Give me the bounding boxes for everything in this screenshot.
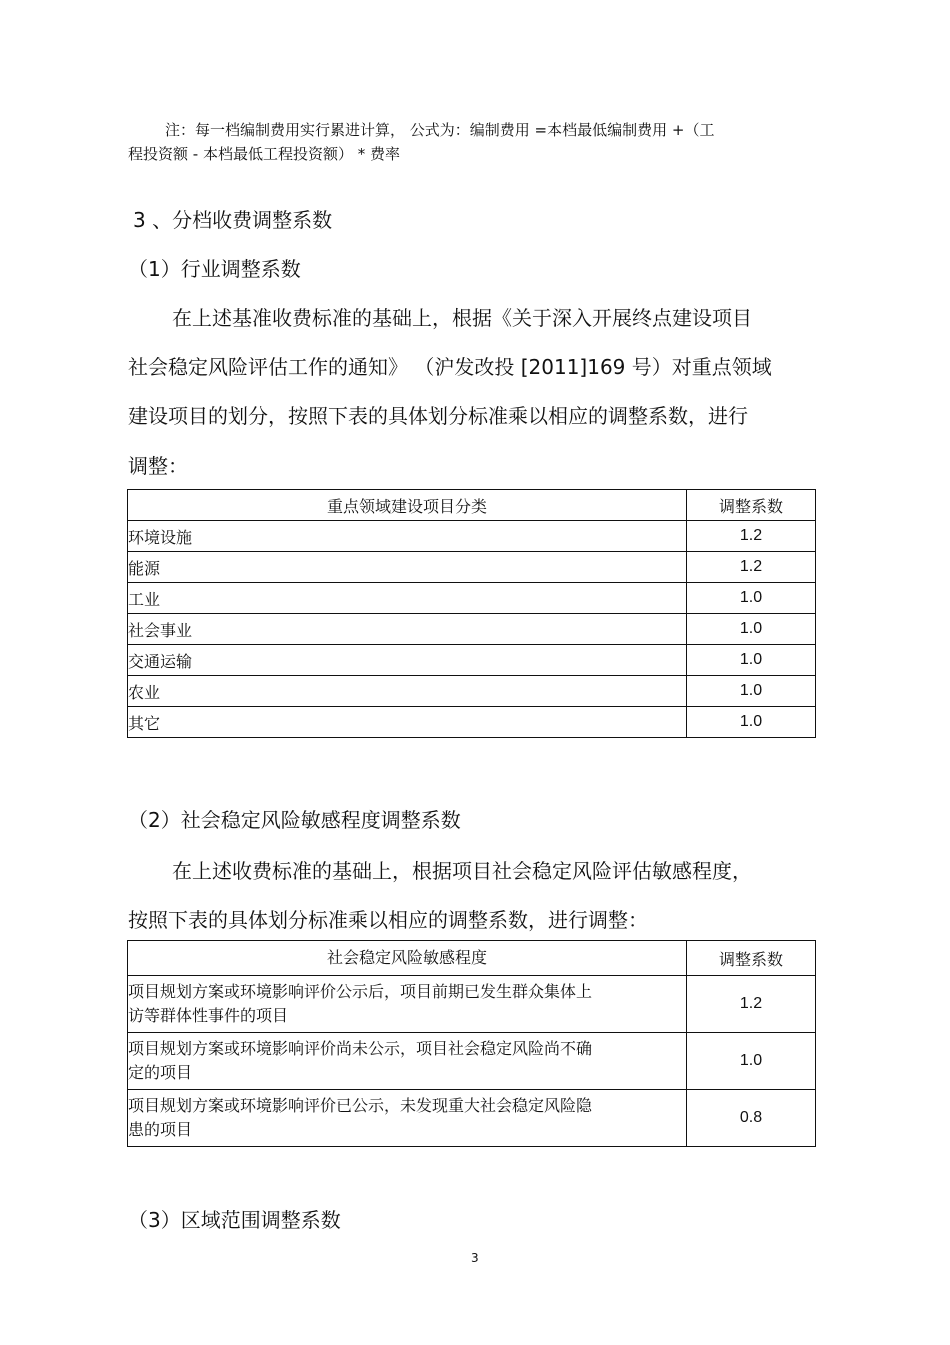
- table-cell-coefficient: 0.8: [687, 1090, 816, 1147]
- note-line-2: 程投资额 - 本档最低工程投资额） * 费率: [128, 145, 400, 163]
- table-row: [128, 583, 816, 614]
- table-row: [128, 976, 816, 1033]
- cell-text-line-1: 项目规划方案或环境影响评价公示后，项目前期已发生群众集体上: [128, 982, 593, 1001]
- industry-coefficient-table: [127, 489, 816, 738]
- paragraph-1-line-4: 调整：: [128, 454, 188, 478]
- table-cell-coefficient: 1.0: [687, 707, 816, 738]
- table-cell-coefficient: 1.0: [687, 676, 816, 707]
- subsection-heading-2: （2）社会稳定风险敏感程度调整系数: [128, 808, 461, 832]
- table-cell-category: 工业: [128, 583, 687, 614]
- table-header-row: [128, 941, 816, 976]
- table-cell-coefficient: 1.0: [687, 1033, 816, 1090]
- note-line-1: 注：每一档编制费用实行累进计算， 公式为：编制费用 =本档最低编制费用 +（工: [165, 121, 715, 139]
- table-row: [128, 552, 816, 583]
- cell-text-line-2: 访等群体性事件的项目: [128, 1006, 289, 1025]
- table-header-category: 重点领域建设项目分类: [128, 490, 687, 521]
- sensitivity-coefficient-table: [127, 940, 816, 1147]
- table-cell-coefficient: 1.2: [687, 976, 816, 1033]
- table-header-row: [128, 490, 816, 521]
- table-cell-category: 其它: [128, 707, 687, 738]
- cell-text-line-2: 定的项目: [128, 1063, 193, 1082]
- paragraph-2-line-2: 按照下表的具体划分标准乘以相应的调整系数，进行调整：: [128, 908, 648, 932]
- table-cell-coefficient: 1.0: [687, 583, 816, 614]
- table-cell-category: 能源: [128, 552, 687, 583]
- paragraph-1-line-3: 建设项目的划分，按照下表的具体划分标准乘以相应的调整系数，进行: [128, 404, 748, 428]
- table-cell-coefficient: 1.2: [687, 521, 816, 552]
- page-number: 3: [471, 1251, 479, 1265]
- table-header-coefficient: 调整系数: [687, 490, 816, 521]
- table-row: [128, 645, 816, 676]
- table-cell-sensitivity: [128, 1033, 687, 1090]
- table-header-coefficient: 调整系数: [687, 941, 816, 976]
- subsection-heading-1: （1）行业调整系数: [128, 257, 301, 281]
- paragraph-2-line-1: 在上述收费标准的基础上，根据项目社会稳定风险评估敏感程度，: [172, 859, 752, 883]
- table-cell-sensitivity: [128, 1090, 687, 1147]
- table-cell-sensitivity: [128, 976, 687, 1033]
- table-cell-category: 社会事业: [128, 614, 687, 645]
- table-cell-category: 交通运输: [128, 645, 687, 676]
- table-cell-coefficient: 1.0: [687, 614, 816, 645]
- cell-text-line-2: 患的项目: [128, 1120, 193, 1139]
- table-cell-coefficient: 1.0: [687, 645, 816, 676]
- table-cell-coefficient: 1.2: [687, 552, 816, 583]
- table-cell-category: 农业: [128, 676, 687, 707]
- table-header-sensitivity: 社会稳定风险敏感程度: [128, 941, 687, 976]
- paragraph-1-line-2: 社会稳定风险评估工作的通知》 （沪发改投 [2011]169 号）对重点领域: [128, 355, 772, 379]
- table-cell-category: 环境设施: [128, 521, 687, 552]
- paragraph-1-line-1: 在上述基准收费标准的基础上，根据《关于深入开展终点建设项目: [172, 306, 752, 330]
- subsection-heading-3: （3）区域范围调整系数: [128, 1208, 341, 1232]
- cell-text-line-1: 项目规划方案或环境影响评价已公示，未发现重大社会稳定风险隐: [128, 1096, 593, 1115]
- table-row: [128, 707, 816, 738]
- table-row: [128, 1033, 816, 1090]
- table-row: [128, 1090, 816, 1147]
- section-heading: 3 、分档收费调整系数: [133, 208, 333, 232]
- table-row: [128, 614, 816, 645]
- table-row: [128, 676, 816, 707]
- cell-text-line-1: 项目规划方案或环境影响评价尚未公示，项目社会稳定风险尚不确: [128, 1039, 593, 1058]
- table-row: [128, 521, 816, 552]
